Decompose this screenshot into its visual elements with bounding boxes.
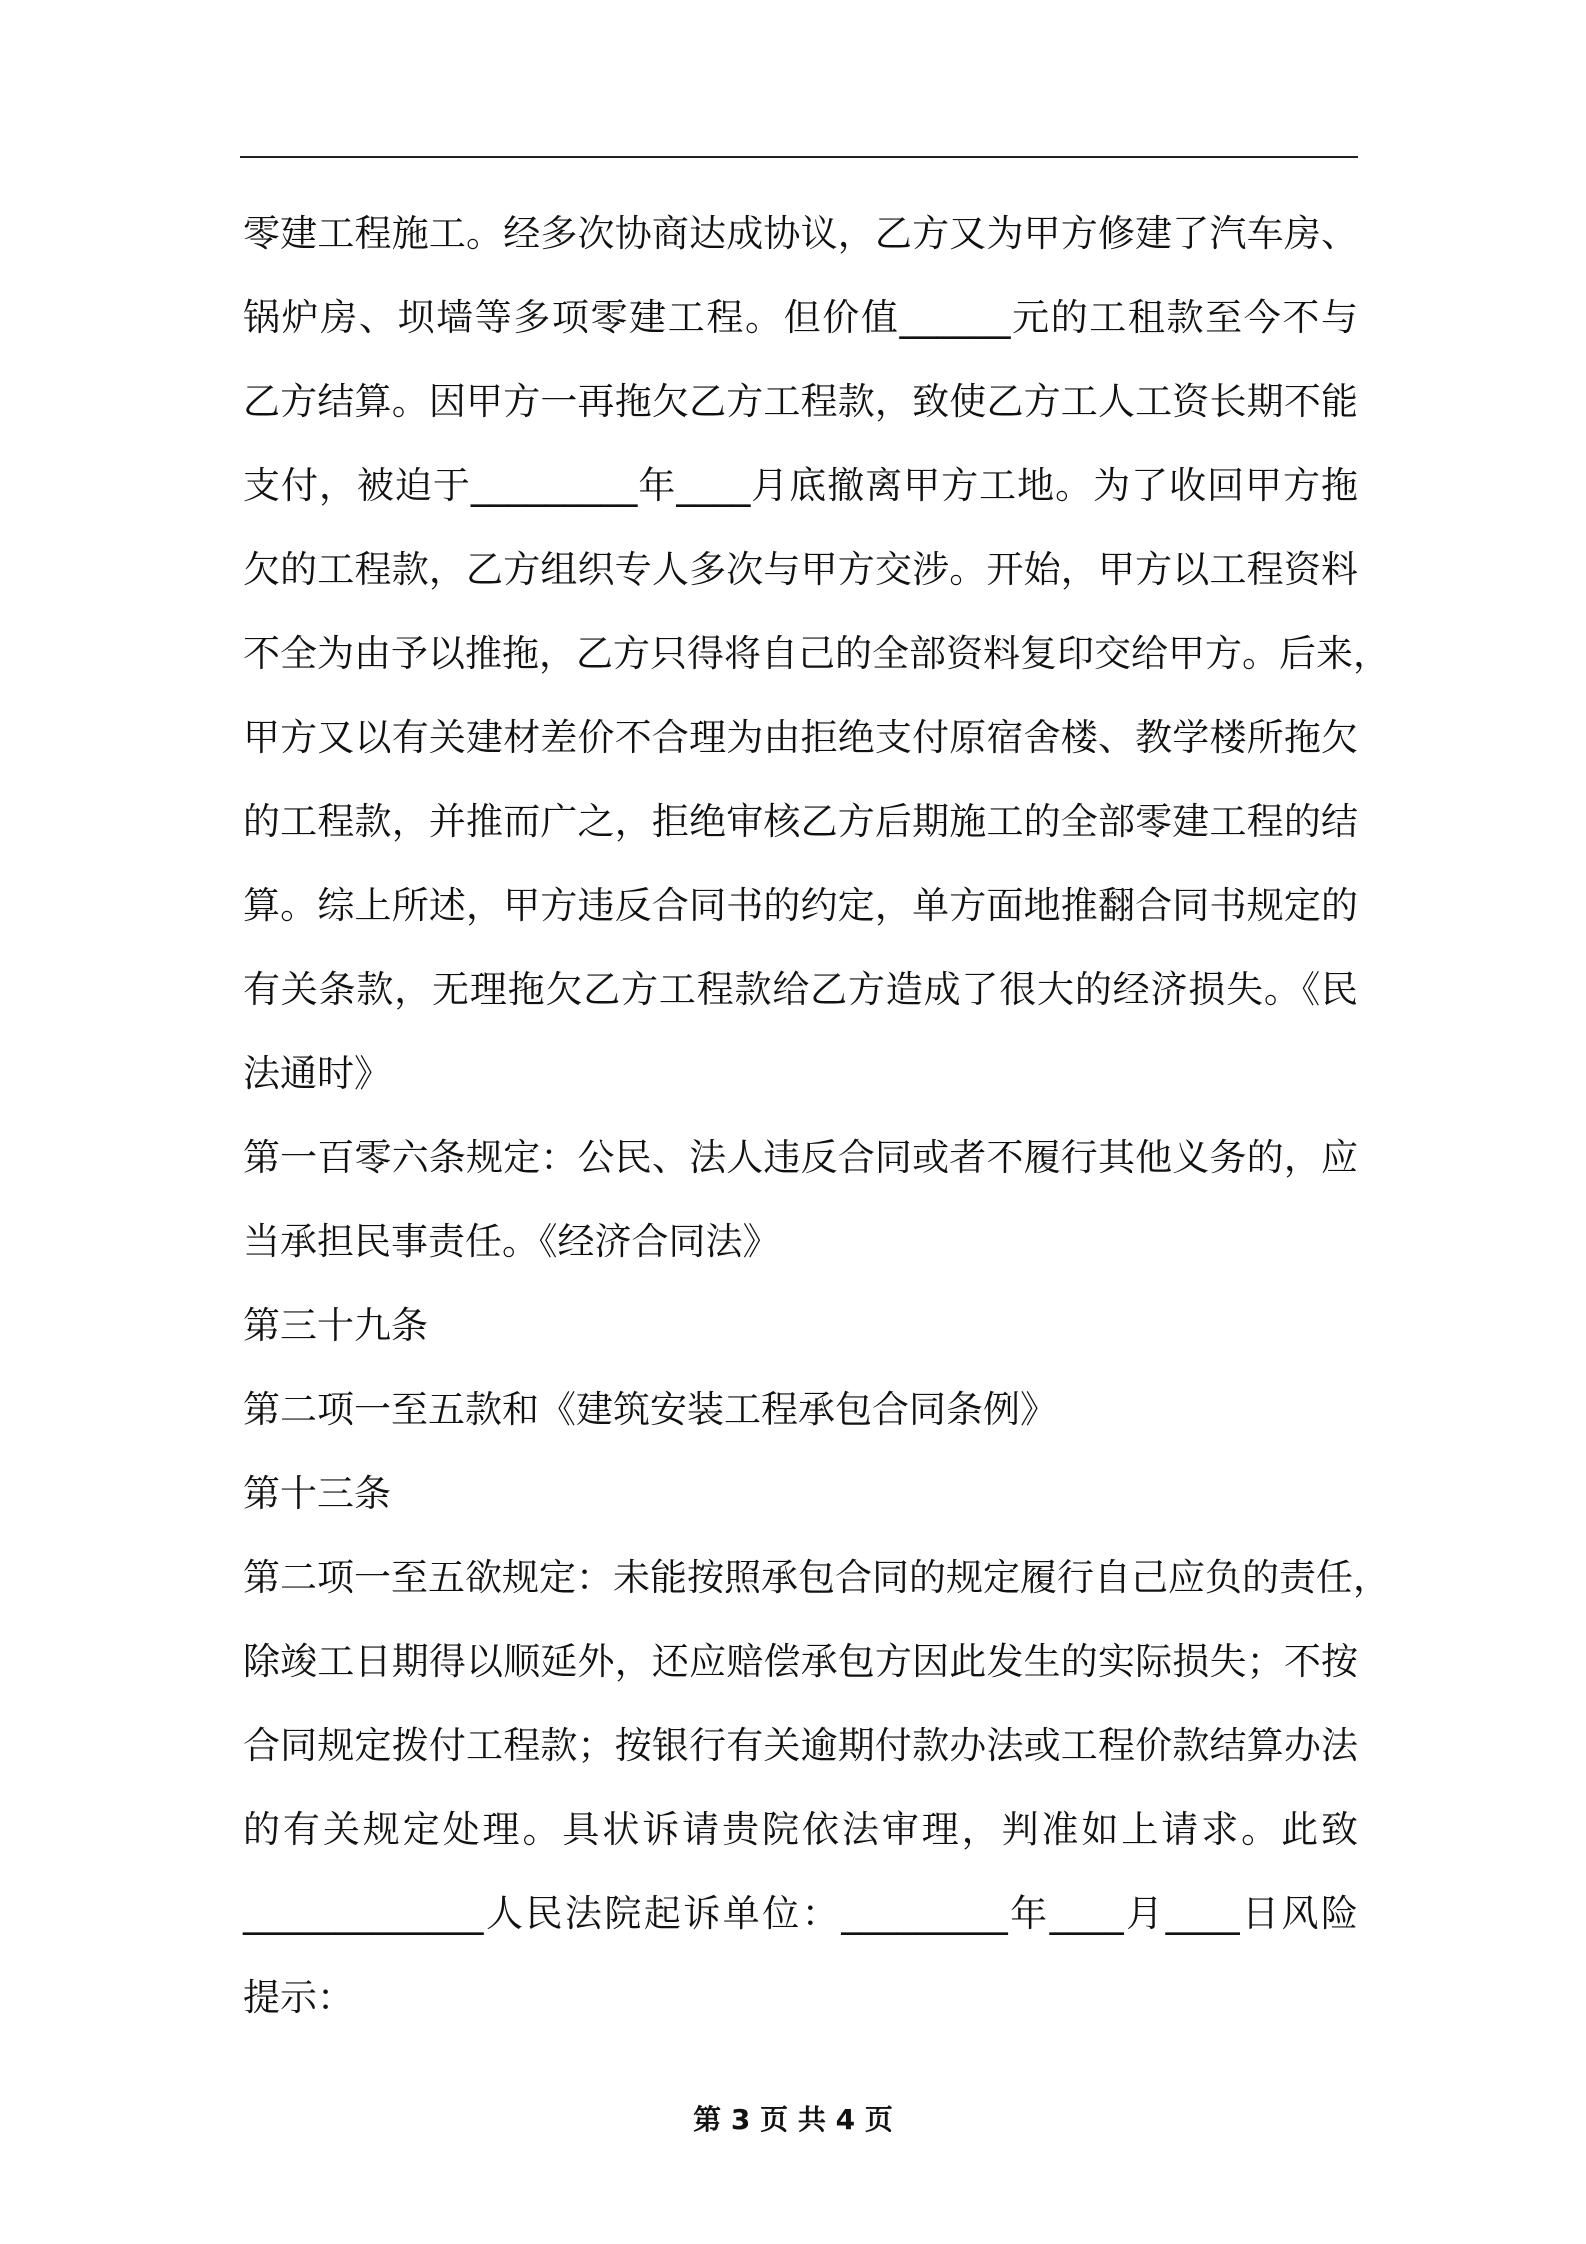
document-body bbox=[243, 192, 1390, 2040]
body-line: 零建工程施工。经多次协商达成协议，乙方又为甲方修建了汽车房、 bbox=[243, 212, 1358, 255]
body-line: 甲方又以有关建材差价不合理为由拒绝支付原宿舍楼、教学楼所拖欠 bbox=[243, 716, 1358, 759]
body-line: 的有关规定处理。具状诉请贵院依法审理，判准如上请求。此致 bbox=[243, 1808, 1358, 1851]
body-line: 第一百零六条规定：公民、法人违反合同或者不履行其他义务的，应 bbox=[243, 1136, 1358, 1179]
body-line: 第二项一至五款和《建筑安装工程承包合同条例》 bbox=[243, 1388, 1057, 1431]
body-line: 当承担民事责任。《经济合同法》 bbox=[243, 1220, 780, 1263]
body-line: 锅炉房、坝墙等多项零建工程。但价值______元的工租款至今不与 bbox=[243, 296, 1358, 339]
body-line: 有关条款，无理拖欠乙方工程款给乙方造成了很大的经济损失。《民 bbox=[243, 968, 1358, 1011]
body-line: 合同规定拨付工程款；按银行有关逾期付款办法或工程价款结算办法 bbox=[243, 1724, 1358, 1767]
body-line: 第三十九条 bbox=[243, 1304, 428, 1347]
header-rule bbox=[240, 156, 1358, 158]
body-line: 提示： bbox=[243, 1976, 354, 2019]
body-line: 第二项一至五欲规定：未能按照承包合同的规定履行自己应负的责任， bbox=[243, 1556, 1390, 1599]
body-line: 的工程款，并推而广之，拒绝审核乙方后期施工的全部零建工程的结 bbox=[243, 800, 1358, 843]
body-line: 算。综上所述，甲方违反合同书的约定，单方面地推翻合同书规定的 bbox=[243, 884, 1358, 927]
body-line: _____________人民法院起诉单位：_________年____月____日风险 bbox=[243, 1892, 1358, 1935]
body-line: 乙方结算。因甲方一再拖欠乙方工程款，致使乙方工人工资长期不能 bbox=[243, 380, 1358, 423]
body-line: 除竣工日期得以顺延外，还应赔偿承包方因此发生的实际损失；不按 bbox=[243, 1640, 1358, 1683]
body-line: 不全为由予以推拖，乙方只得将自己的全部资料复印交给甲方。后来， bbox=[243, 632, 1390, 675]
body-line: 法通时》 bbox=[243, 1052, 391, 1095]
page-number-footer: 第 3 页 共 4 页 bbox=[693, 2103, 893, 2136]
body-line: 第十三条 bbox=[243, 1472, 391, 1515]
body-line: 欠的工程款，乙方组织专人多次与甲方交涉。开始，甲方以工程资料 bbox=[243, 548, 1358, 591]
body-line: 支付，被迫于_________年____月底撤离甲方工地。为了收回甲方拖 bbox=[243, 464, 1358, 507]
